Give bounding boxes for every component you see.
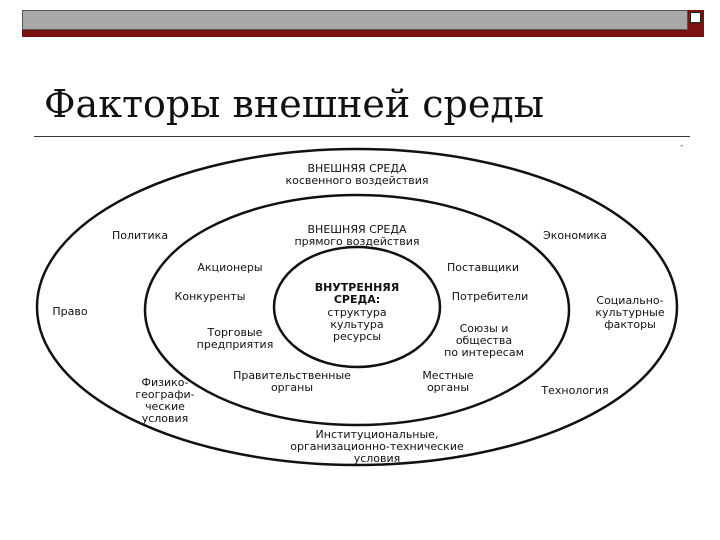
factor-government-line-2: органы (270, 381, 314, 394)
middle-ring-heading-line-2: прямого воздействия (294, 235, 420, 248)
divider-mark: - (680, 141, 684, 151)
factor-economy (543, 229, 607, 242)
factor-law (52, 305, 87, 318)
factor-law-line-1: Право (52, 305, 88, 318)
factor-unions-line-3: по интересам (444, 346, 524, 359)
top-bar (22, 10, 688, 30)
factor-sociocultural-line-2: культурные (595, 306, 665, 319)
factor-institutional-line-1: Институциональные, (315, 428, 439, 441)
middle-ring-heading-line-1: ВНЕШНЯЯ СРЕДА (307, 223, 407, 236)
factor-government (233, 369, 351, 394)
factor-shareholders (197, 261, 262, 274)
factor-sociocultural-line-3: факторы (604, 318, 656, 331)
inner-items (327, 306, 386, 343)
factor-local (422, 369, 474, 394)
factor-politics (112, 229, 168, 242)
factor-geography-line-3: ческие (145, 400, 185, 413)
factor-politics-line-1: Политика (111, 229, 169, 242)
middle-ring-heading (294, 223, 419, 248)
corner-checkbox-icon (690, 12, 701, 23)
inner-heading (315, 281, 400, 306)
factor-unions-line-2: общества (455, 334, 513, 347)
factor-consumers-line-1: Потребители (451, 290, 529, 303)
factor-technology (540, 384, 608, 397)
inner-items-line-1: структура (327, 306, 387, 319)
slide-title: Факторы внешней среды (44, 82, 544, 126)
factor-geography-line-2: географи- (135, 388, 195, 401)
factor-consumers (452, 290, 528, 303)
top-accent-bar (22, 30, 688, 37)
outer-ring-heading-line-2: косвенного воздействия (285, 174, 429, 187)
factor-local-line-1: Местные (422, 369, 474, 382)
title-divider (34, 136, 690, 137)
factor-suppliers (447, 261, 519, 274)
factor-competitors-line-1: Конкуренты (174, 290, 246, 303)
factor-geography-line-1: Физико- (141, 376, 189, 389)
factor-trade-line-1: Торговые (207, 326, 263, 339)
factor-government-line-1: Правительственные (233, 369, 351, 382)
outer-ring-heading-line-1: ВНЕШНЯЯ СРЕДА (307, 162, 407, 175)
factor-suppliers-line-1: Поставщики (447, 261, 519, 274)
factor-shareholders-line-1: Акционеры (197, 261, 263, 274)
environment-diagram (30, 140, 690, 480)
inner-items-line-2: культура (330, 318, 384, 331)
inner-heading-line-2: СРЕДА: (333, 293, 381, 306)
factor-sociocultural (595, 294, 664, 331)
factor-trade-line-2: предприятия (196, 338, 274, 351)
factor-local-line-2: органы (426, 381, 470, 394)
inner-heading-line-1: ВНУТРЕННЯЯ (314, 281, 400, 294)
factor-competitors (175, 290, 246, 303)
inner-items-line-3: ресурсы (332, 330, 382, 343)
factor-institutional-line-3: условия (353, 452, 401, 465)
factor-institutional-line-2: организационно-технические (290, 440, 464, 453)
outer-ring-heading (285, 162, 428, 187)
factor-unions-line-1: Союзы и (459, 322, 509, 335)
factor-trade (197, 326, 274, 351)
factor-geography (135, 376, 194, 425)
factor-economy-line-1: Экономика (543, 229, 607, 242)
factor-technology-line-1: Технология (541, 384, 609, 397)
factor-geography-line-4: условия (141, 412, 189, 425)
factor-sociocultural-line-1: Социально- (596, 294, 664, 307)
factor-unions (444, 322, 524, 359)
